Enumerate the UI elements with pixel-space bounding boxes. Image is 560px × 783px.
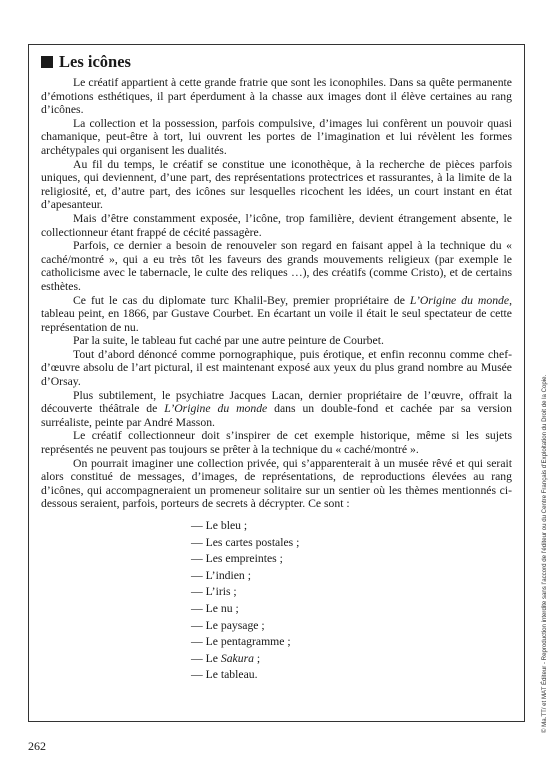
list-item: — L’iris ; [191,585,237,599]
paragraph: Au fil du temps, le créatif se constitue une iconothèque, à la recherche de pièces parfois uniques, qui deviennent, d’une part, des représentations protectrices et rassurantes, à la limite de la religiosité, et, d’autre part, des icônes sur lesquelles ricochent les idées, un court instant en état d’apesanteur. [41,157,512,212]
paragraph [41,294,512,335]
paragraph-text: Plus subtilement, le psychiatre Jacques Lacan, dernier propriétaire de l’œuvre, offrait la découverte théâtrale de [41,388,512,416]
paragraph: On pourrait imaginer une collection privée, qui s’apparenterait à un musée rêvé et qui serait alors constitué de messages, d’images, de représentations, de reproductions élevées au rang d’icônes, qui accompagneraient un promeneur solitaire sur un sentier où les thèmes mentionnés ci-dessous seraient, parfois, porteurs de secrets à décrypter. Ce sont : [41,456,512,511]
paragraph-text: dans un double-fond et cachée par sa version surréaliste, peinte par André Masson. [41,402,512,429]
list-item-text: — Le [191,651,221,665]
page-number: 262 [28,739,46,753]
section-title: Les icônes [59,52,131,71]
list-item: — Le pentagramme ; [191,635,291,649]
list-item: — Les cartes postales ; [191,535,300,549]
paragraph: La collection et la possession, parfois compulsive, d’images lui confèrent un pouvoir quasi chamanique, peut-être à tort, lui ouvrent les portes de l’imagination et lui révèlent les formes archétypales qui organisent les dualités. [41,116,512,157]
list-item: — Le nu ; [191,601,239,615]
list-item-italic: Sakura [220,651,254,665]
list-item: — Le paysage ; [191,618,265,632]
list-item: — Les empreintes ; [191,552,283,566]
paragraph: Tout d’abord dénoncé comme pornographique, puis érotique, et enfin reconnu comme chef-d’œuvre absolu de l’art pictural, il est maintenant exposé aux yeux du plus grand nombre au Musée d’Orsay. [41,347,512,389]
list-item-text: ; [253,651,261,665]
list-item: — Le bleu ; [191,519,248,532]
artwork-title: L’Origine du monde [409,293,510,307]
paragraph-text: Ce fut le cas du diplomate turc Khalil-Bey, premier propriétaire de [73,293,410,307]
body-text [41,76,512,511]
list-item: — L’indien ; [191,568,251,582]
list-item [191,651,512,668]
square-bullet-icon [41,56,53,68]
paragraph: Mais d’être constamment exposée, l’icône, trop familière, devient étrangement absente, le collectionneur étant frappé de cécité passagère. [41,211,512,239]
copyright-notice: © Ma.TT/ et MAT Éditeur - Reproduction interdite sans l’accord de l’éditeur ou du Centre Français d’Exploitation du Droit de la Copie. [541,374,548,733]
content-frame [28,44,525,722]
paragraph: Le créatif collectionneur doit s’inspirer de cet exemple historique, même si les sujets représentés ne peuvent pas toujours se prêter à la technique du « caché/montré ». [41,429,512,457]
paragraph [41,389,512,430]
paragraph: Par la suite, le tableau fut caché par une autre peinture de Courbet. [73,334,384,348]
theme-list [191,518,512,684]
list-item: — Le tableau. [191,668,258,682]
paragraph-text: , tableau peint, en 1866, par Gustave Courbet. En écartant un voile il était le seul spectateur de cette représentation de nu. [41,293,512,334]
paragraph: Le créatif appartient à cette grande fratrie que sont les iconophiles. Dans sa quête permanente d’émotions esthétiques, il part éperdument à la chasse aux images dont il élève certaines au rang d’icônes. [41,76,512,117]
paragraph: Parfois, ce dernier a besoin de renouveler son regard en faisant appel à la technique du « caché/montré », qui a eu très tôt les faveurs des grands mouvements religieux (par exemple le catholicisme avec le tabernacle, le culte des reliques …), des créatifs (comme Cristo), et de certains esthètes. [41,239,512,293]
section-heading [41,53,512,71]
artwork-title: L’Origine du monde [164,402,268,416]
